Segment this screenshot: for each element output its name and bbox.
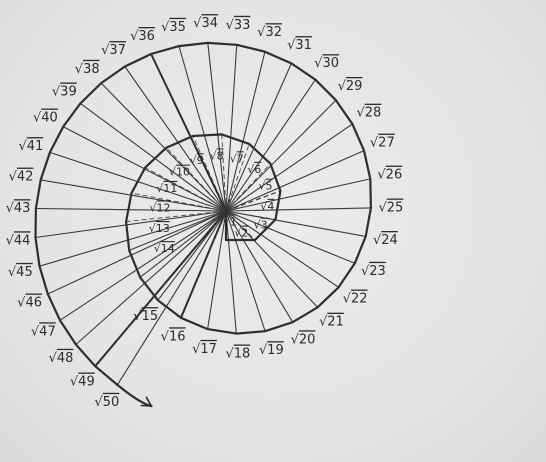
label-value-32: 32 (265, 24, 283, 40)
label-value-16: 16 (168, 328, 186, 344)
spiral-center (224, 209, 229, 214)
label-radical-44: √ (5, 232, 14, 248)
label-radical-32: √ (257, 24, 266, 40)
label-radical-40: √ (32, 110, 42, 125)
label-radical-13: √ (148, 222, 156, 235)
label-sqrt-25 (378, 200, 403, 215)
label-sqrt-15 (133, 309, 158, 324)
label-value-1: 1 (230, 215, 238, 229)
label-sqrt-33 (226, 17, 251, 32)
label-radical-4: √ (260, 199, 268, 213)
label-value-19: 19 (267, 342, 284, 358)
label-value-45: 45 (16, 264, 33, 280)
label-sqrt-39 (52, 84, 77, 99)
label-radical-12: √ (149, 201, 157, 215)
label-value-33: 33 (233, 17, 251, 33)
label-value-14: 14 (160, 242, 175, 256)
label-sqrt-20 (291, 332, 316, 347)
label-radical-27: √ (369, 135, 379, 151)
label-sqrt-27 (370, 135, 395, 150)
label-value-39: 39 (60, 84, 77, 99)
label-value-46: 46 (25, 295, 43, 310)
label-value-34: 34 (201, 15, 219, 31)
label-sqrt-14 (154, 242, 175, 255)
label-sqrt-24 (373, 233, 398, 248)
label-radical-24: √ (372, 232, 382, 248)
label-radical-29: √ (337, 78, 346, 94)
label-radical-26: √ (377, 167, 386, 183)
label-value-10: 10 (176, 165, 191, 179)
label-radical-8: √ (209, 149, 217, 163)
label-radical-28: √ (356, 105, 365, 121)
label-value-29: 29 (345, 78, 363, 94)
label-value-48: 48 (56, 350, 74, 366)
label-radical-15: √ (133, 308, 142, 324)
label-radical-33: √ (225, 17, 234, 33)
label-radical-23: √ (360, 263, 370, 279)
label-value-31: 31 (295, 37, 312, 53)
label-value-20: 20 (298, 331, 316, 347)
label-sqrt-42 (9, 169, 34, 184)
label-sqrt-12 (149, 201, 170, 214)
label-sqrt-45 (8, 264, 33, 279)
label-sqrt-37 (101, 43, 126, 58)
label-radical-34: √ (193, 15, 202, 31)
label-radical-3: √ (253, 218, 261, 232)
label-value-5: 5 (265, 179, 273, 193)
label-sqrt-16 (161, 329, 186, 344)
label-value-42: 42 (16, 169, 34, 185)
label-value-49: 49 (78, 374, 95, 389)
label-sqrt-49 (70, 374, 95, 389)
label-value-12: 12 (156, 201, 171, 215)
label-value-47: 47 (39, 323, 56, 339)
label-value-3: 3 (260, 218, 268, 232)
label-sqrt-32 (257, 25, 282, 40)
label-value-22: 22 (350, 291, 368, 306)
label-sqrt-43 (6, 201, 31, 216)
label-radical-41: √ (18, 138, 27, 154)
label-radical-37: √ (101, 42, 110, 58)
label-value-38: 38 (83, 61, 100, 77)
label-radical-7: √ (229, 152, 237, 166)
spoke-42 (41, 180, 226, 211)
label-sqrt-21 (319, 314, 344, 329)
label-value-8: 8 (216, 149, 224, 163)
label-radical-38: √ (74, 61, 84, 77)
label-radical-50: √ (94, 394, 103, 410)
label-radical-35: √ (161, 19, 170, 35)
label-radical-2: √ (234, 226, 242, 240)
label-radical-47: √ (30, 323, 40, 339)
label-sqrt-7 (230, 152, 244, 165)
label-sqrt-38 (75, 61, 100, 76)
label-value-24: 24 (381, 232, 398, 248)
spoke-43 (36, 209, 226, 212)
label-value-27: 27 (378, 135, 395, 151)
label-value-50: 50 (102, 394, 120, 410)
spoke-25 (226, 208, 371, 211)
label-sqrt-40 (33, 110, 58, 125)
label-radical-17: √ (192, 341, 201, 357)
label-radical-43: √ (5, 200, 14, 216)
label-radical-49: √ (69, 374, 79, 389)
label-sqrt-4 (260, 200, 274, 213)
label-sqrt-18 (225, 346, 250, 361)
label-sqrt-23 (361, 263, 386, 278)
label-radical-45: √ (7, 264, 17, 280)
label-radical-42: √ (8, 169, 17, 185)
label-value-21: 21 (327, 314, 344, 330)
label-radical-39: √ (51, 84, 61, 99)
spoke-34 (208, 43, 226, 211)
label-sqrt-9 (190, 154, 204, 167)
label-sqrt-11 (156, 182, 177, 195)
label-radical-46: √ (17, 295, 26, 310)
label-sqrt-8 (210, 149, 224, 162)
label-value-11: 11 (163, 181, 178, 195)
label-sqrt-34 (193, 16, 218, 31)
label-sqrt-47 (31, 324, 56, 339)
label-value-44: 44 (13, 232, 31, 248)
label-value-18: 18 (233, 346, 251, 361)
label-radical-16: √ (160, 328, 169, 344)
label-value-41: 41 (26, 138, 44, 154)
label-sqrt-17 (192, 341, 217, 356)
label-radical-1: √ (222, 215, 231, 229)
label-sqrt-5 (258, 180, 272, 193)
label-sqrt-29 (338, 79, 363, 94)
label-radical-36: √ (130, 28, 139, 44)
label-radical-11: √ (156, 181, 164, 195)
label-radical-9: √ (189, 154, 197, 168)
label-sqrt-19 (259, 343, 284, 358)
label-radical-22: √ (342, 291, 351, 306)
label-value-30: 30 (322, 55, 340, 71)
label-radical-48: √ (48, 350, 57, 366)
label-sqrt-46 (17, 295, 42, 310)
label-radical-21: √ (318, 314, 328, 330)
label-sqrt-35 (161, 19, 186, 34)
label-value-23: 23 (369, 263, 386, 279)
label-sqrt-3 (254, 219, 268, 232)
label-value-7: 7 (236, 152, 244, 166)
label-value-13: 13 (155, 222, 170, 235)
label-radical-5: √ (258, 179, 266, 193)
label-radical-20: √ (290, 331, 299, 347)
label-value-28: 28 (364, 105, 382, 121)
label-value-15: 15 (141, 308, 159, 324)
label-sqrt-6 (247, 163, 261, 176)
spiral-arrow-tail (117, 385, 151, 406)
spoke-50 (117, 211, 226, 385)
label-sqrt-26 (377, 167, 402, 182)
spoke-39 (80, 103, 226, 211)
label-value-25: 25 (386, 200, 404, 215)
label-sqrt-41 (18, 139, 43, 154)
label-sqrt-50 (94, 394, 119, 409)
label-value-26: 26 (385, 167, 403, 183)
label-value-6: 6 (254, 162, 262, 176)
spoke-26 (226, 179, 370, 211)
spiral-group (6, 16, 404, 410)
label-radical-18: √ (225, 346, 234, 361)
label-sqrt-10 (169, 166, 190, 179)
label-radical-25: √ (378, 200, 387, 215)
label-value-4: 4 (267, 199, 275, 213)
label-value-43: 43 (13, 200, 31, 216)
label-sqrt-22 (343, 291, 368, 306)
spoke-47 (60, 211, 226, 320)
label-sqrt-28 (356, 105, 381, 120)
label-sqrt-44 (6, 233, 31, 248)
spoke-22 (226, 211, 339, 287)
label-sqrt-30 (314, 56, 339, 71)
label-radical-10: √ (168, 165, 177, 179)
label-sqrt-2 (234, 227, 248, 240)
label-value-40: 40 (41, 110, 58, 125)
label-sqrt-48 (49, 350, 74, 365)
label-radical-30: √ (314, 55, 323, 71)
label-radical-19: √ (258, 342, 268, 358)
label-value-17: 17 (200, 341, 217, 357)
label-value-9: 9 (196, 154, 204, 168)
label-radical-31: √ (287, 37, 296, 53)
label-value-35: 35 (169, 19, 186, 35)
label-value-36: 36 (138, 28, 155, 44)
label-radical-6: √ (247, 162, 255, 176)
label-value-2: 2 (241, 226, 249, 240)
label-radical-14: √ (153, 242, 161, 256)
label-value-37: 37 (109, 42, 126, 58)
label-sqrt-36 (130, 29, 155, 44)
label-sqrt-31 (287, 38, 312, 53)
label-sqrt-13 (149, 222, 170, 235)
